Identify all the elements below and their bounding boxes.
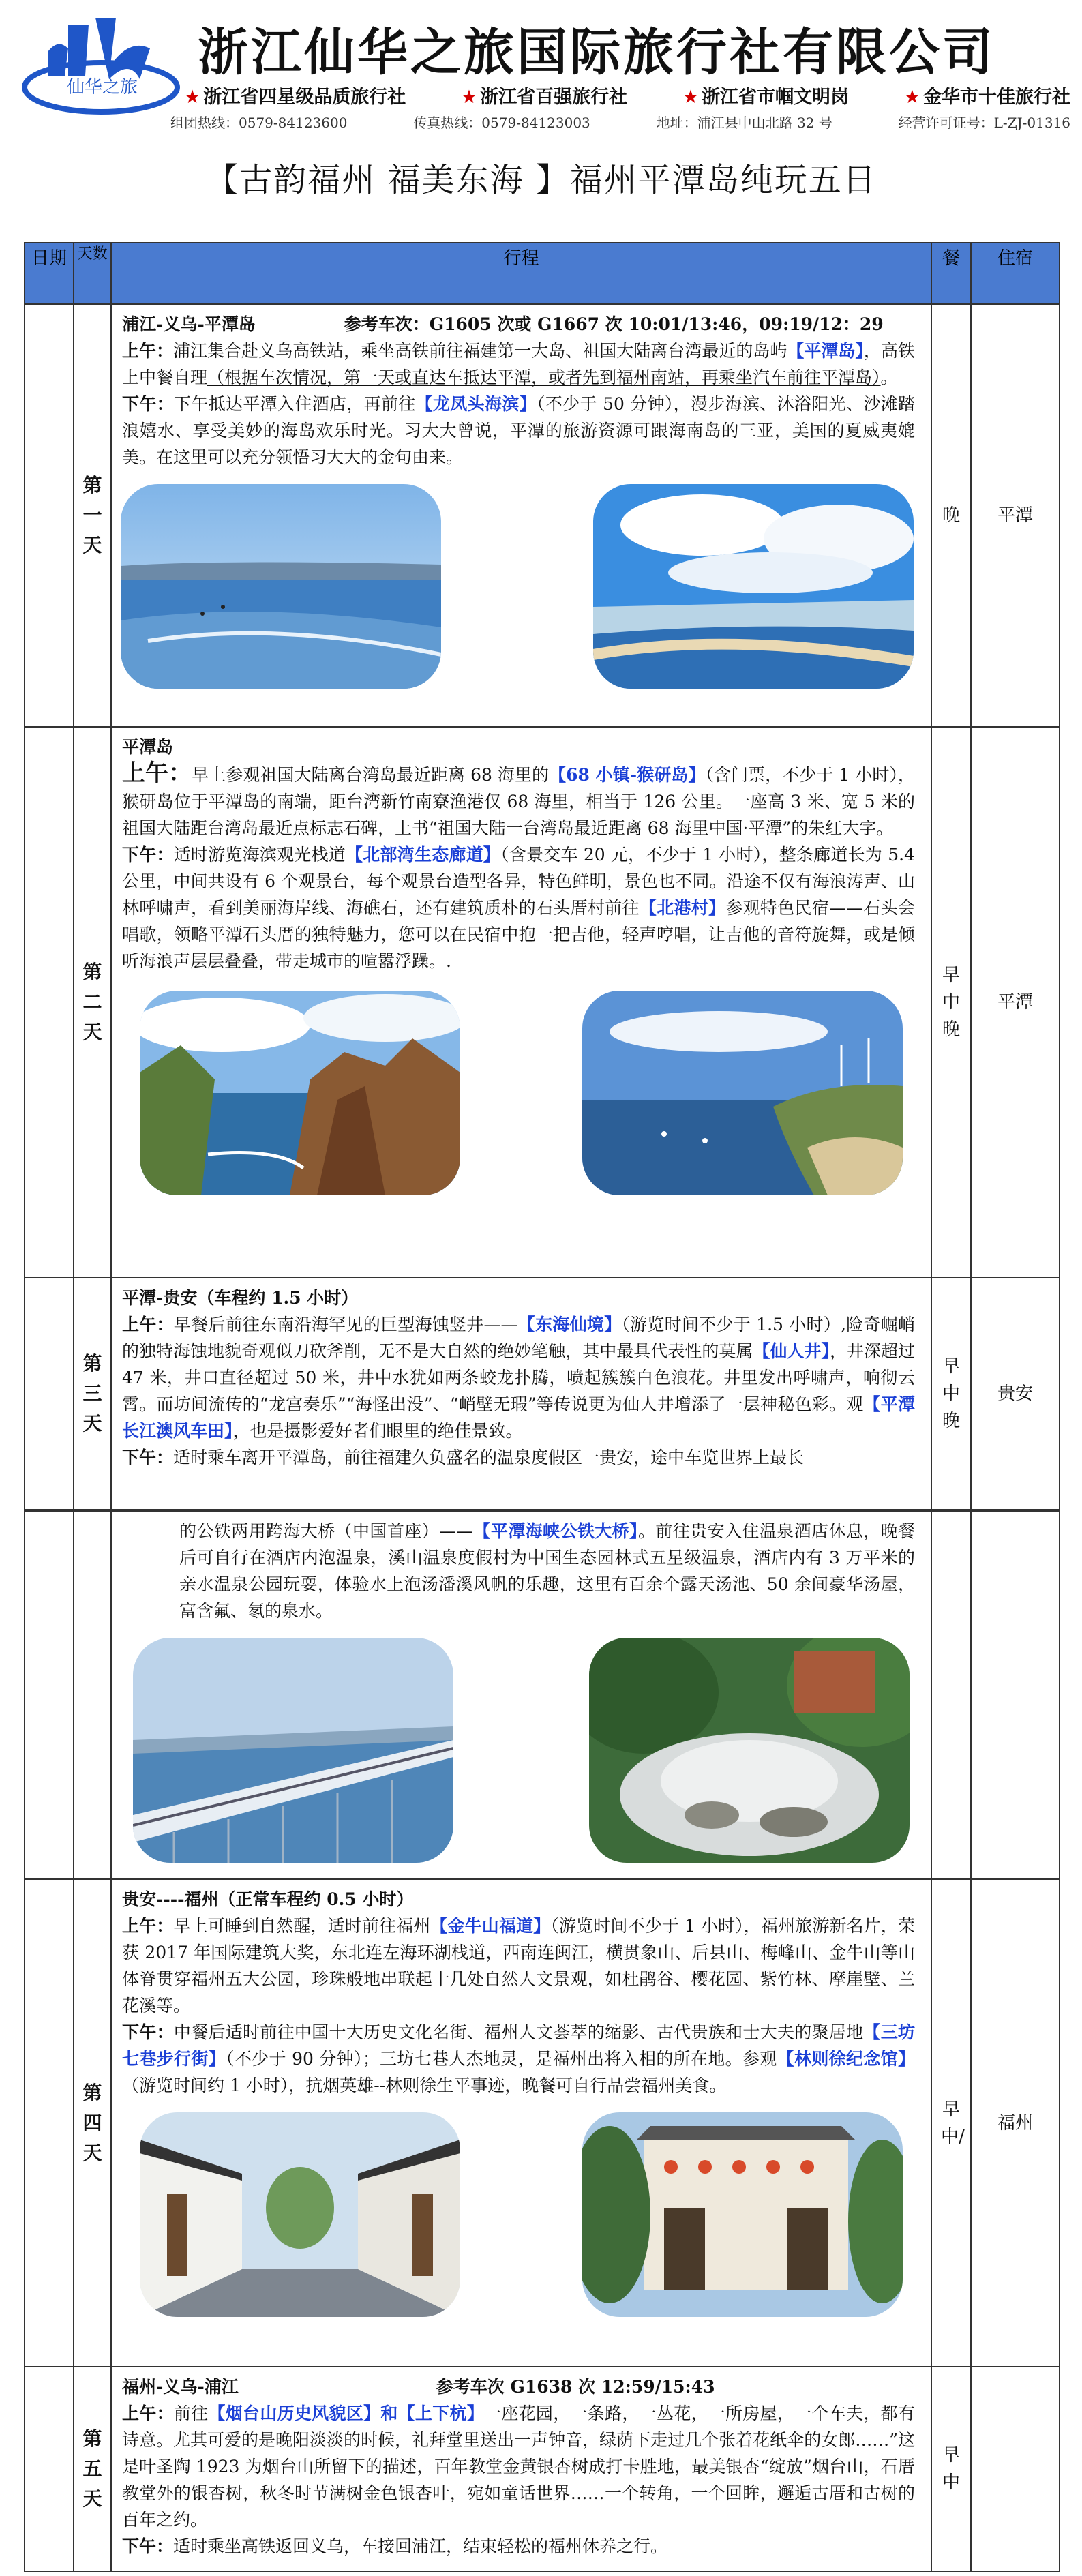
- day-row-5: [25, 2367, 1060, 2571]
- photo-row: [112, 477, 930, 700]
- day-label: 第五天: [74, 2367, 111, 2571]
- day-row-3-continued: [25, 1511, 1060, 1879]
- afternoon-text-continued: 的公铁两用跨海大桥（中国首座）——【平潭海峡公铁大桥】。前往贵安入住温泉酒店休息，晚餐后可自行在酒店内泡温泉，溪山温泉度假村为中国生态园林式五星级温泉，酒店内有 3 万平米的亲水温泉公园玩耍，体验水上泡汤潘溪风帆的乐趣，这里有百余个露天汤池、50 余间豪华汤屋，富含氟、氡的泉水。: [179, 1521, 915, 1621]
- page-title: 【古韵福州 福美东海 】福州平潭岛纯玩五日: [205, 161, 877, 199]
- rocks-photo: [140, 991, 460, 1195]
- old-street-photo: [140, 2112, 460, 2317]
- itinerary-cell: [111, 1879, 931, 2367]
- itinerary-cell: [111, 1511, 931, 1879]
- afternoon-text: 下午：适时游览海滨观光栈道【北部湾生态廊道】（含景交车 20 元，不少于 1 小时），整条廊道长为 5.4 公里，中间共设有 6 个观景台，每个观景台造型各异，特色鲜明，景色也不同。沿途不仅有海浪涛声、山林呼啸声，看到美丽海岸线、海礁石，还有建筑质朴的石头厝村前往【北港村】参观特色民宿——石头会唱歌，领略平潭石头厝的独特魅力，您可以在民宿中抱一把吉他，轻声哼唱，让吉他的音符旋舞，或是倾听海浪声层层叠叠，带走城市的喧嚣浮躁。.: [122, 845, 915, 971]
- contact-fax: 传真热线：0579-84123003: [413, 115, 590, 131]
- meal-cell: 早中晚: [931, 727, 971, 1278]
- honor-item: ★ 浙江省市帼文明岗: [682, 87, 850, 108]
- day-label: 第三天: [74, 1278, 111, 1510]
- day-label: 第二天: [74, 727, 111, 1278]
- afternoon-text: 下午：中餐后适时前往中国十大历史文化名街、福州人文荟萃的缩影、古代贵族和士大夫的聚居地【三坊七巷步行街】（不少于 90 分钟）；三坊七巷人杰地灵，是福州出将入相的所在地。参观【林则徐纪念馆】（游览时间约 1 小时），抗烟英雄--林则徐生平事迹，晚餐可自行品尝福州美食。: [122, 2022, 915, 2095]
- header-stay: 住宿: [971, 243, 1060, 304]
- photo-row: [112, 981, 930, 1206]
- company-name: 浙江仙华之旅国际旅行社有限公司: [198, 23, 995, 82]
- route-line: 平潭岛: [122, 737, 174, 757]
- company-logo: [20, 11, 184, 117]
- afternoon-text: 下午：适时乘坐高铁返回义乌，车接回浦江，结束轻松的福州休养之行。: [122, 2536, 668, 2556]
- route-line: 贵安----福州（正常车程约 0.5 小时）: [122, 1889, 414, 1909]
- star-icon: ★: [184, 87, 201, 108]
- afternoon-text: 下午：适时乘车离开平潭岛，前往福建久负盛名的温泉度假区一贵安，途中车览世界上最长: [122, 1448, 805, 1467]
- itinerary-cell: [111, 2367, 931, 2571]
- honors-row: [184, 82, 1070, 108]
- honor-item: ★ 浙江省百强旅行社: [460, 87, 628, 108]
- meal-cell: 早中: [931, 2367, 971, 2571]
- header-date: 日期: [25, 243, 74, 304]
- coast-photo: [593, 484, 914, 689]
- day-label: 第四天: [74, 1879, 111, 2367]
- stay-cell: [971, 2367, 1060, 2571]
- itinerary-cell: [111, 727, 931, 1278]
- page-header: [0, 0, 1082, 147]
- photo-row: [112, 2106, 930, 2328]
- day-label: 第一天: [74, 304, 111, 727]
- day-row-2: [25, 727, 1060, 1278]
- header-days: 天数: [74, 243, 111, 304]
- afternoon-text: 下午：下午抵达平潭入住酒店，再前往【龙凤头海滨】（不少于 50 分钟），漫步海滨、沐浴阳光、沙滩踏浪嬉水、享受美妙的海岛欢乐时光。习大大曾说，平潭的旅游资源可跟海南岛的三亚，美国的夏威夷媲美。在这里可以充分领悟习大大的金句由来。: [122, 394, 915, 467]
- itinerary-table: [24, 242, 1060, 1510]
- day-row-3: [25, 1278, 1060, 1510]
- meal-cell: 早中晚: [931, 1278, 971, 1510]
- table-header-row: [25, 243, 1060, 304]
- morning-text: 上午：早餐后前往东南沿海罕见的巨型海蚀竖井——【东海仙境】（游览时间不少于 1.5 小时）,险奇崛峭的独特海蚀地貌奇观似刀砍斧削，无不是大自然的绝妙笔触，其中最具代表性的莫属【仙人井】，井深超过 47 米，井口直径超过 50 米，井中水犹如两条蛟龙扑腾，喷起簇簇白色浪花。井里发出呼啸声，响彻云霄。而坊间流传的“龙宫奏乐”“海怪出没”、“峭壁无瑕”等传说更为仙人井增添了一层神秘色彩。观【平潭长江澳风车田】，也是摄影爱好者们眼里的绝佳景致。: [122, 1315, 915, 1441]
- meal-cell: 晚: [931, 304, 971, 727]
- morning-text: 上午：前往【烟台山历史风貌区】和【上下杭】一座花园，一条路，一丛花，一所房屋，一个车夫，都有诗意。尤其可爱的是晚阳淡淡的时候，礼拜堂里送出一声钟音，绿荫下走过几个张着花纸伞的女郎……”这是叶圣陶 1923 为烟台山所留下的描述，百年教堂金黄银杏树成打卡胜地，最美银杏“绽放”烟台山，石厝教堂外的银杏树，秋冬时节满树金色银杏叶，宛如童话世界……一个转角，一个回眸，邂逅古厝和古树的百年之约。: [122, 2403, 915, 2530]
- header-itinerary: 行程: [111, 243, 931, 304]
- star-icon: ★: [682, 87, 700, 108]
- star-icon: ★: [460, 87, 478, 108]
- header-meal: 餐: [931, 243, 971, 304]
- bridge-photo: [133, 1638, 453, 1863]
- harbor-photo: [582, 991, 903, 1195]
- stay-cell: 贵安: [971, 1278, 1060, 1510]
- day-row-4: [25, 1879, 1060, 2367]
- contact-row: [170, 112, 1070, 132]
- beach-photo: [121, 484, 441, 689]
- contact-address: 地址：浦江县中山北路 32 号: [656, 115, 832, 131]
- morning-text: 上午：早上可睡到自然醒，适时前往福州【金牛山福道】（游览时间不少于 1 小时），福州旅游新名片，荣获 2017 年国际建筑大奖，东北连左海环湖栈道，西南连闽江，横贯象山、后县山、梅峰山、金牛山等山体脊贯穿福州五大公园，珍珠般地串联起十几处自然人文景观，如杜鹃谷、樱花园、紫竹林、摩崖壁、兰花溪等。: [122, 1916, 915, 2016]
- honor-item: ★ 金华市十佳旅行社: [903, 87, 1070, 108]
- route-line: 福州-义乌-浦江 参考车次 G1638 次 12:59/15:43: [122, 2377, 715, 2397]
- route-line: 平潭-贵安（车程约 1.5 小时）: [122, 1288, 359, 1308]
- contact-phone: 组团热线：0579-84123600: [170, 115, 348, 131]
- honor-item: ★ 浙江省四星级品质旅行社: [184, 87, 406, 108]
- logo-text: 仙华之旅: [66, 77, 138, 98]
- photo-row: [112, 1631, 930, 1874]
- stay-cell: 平潭: [971, 304, 1060, 727]
- license-number: 经营许可证号：L-ZJ-01316: [898, 115, 1070, 131]
- route-line: 浦江-义乌-平潭岛 参考车次：G1605 次或 G1667 次 10:01/13:46，09:19/12：29: [122, 314, 884, 334]
- stay-cell: 福州: [971, 1879, 1060, 2367]
- star-icon: ★: [903, 87, 920, 108]
- stay-cell: 平潭: [971, 727, 1060, 1278]
- itinerary-cell: [111, 304, 931, 727]
- morning-text: 上午：浦江集合赴义乌高铁站，乘坐高铁前往福建第一大岛、祖国大陆离台湾最近的岛屿【平潭岛】，高铁上中餐自理（根据车次情况，第一天或直达车抵达平潭，或者先到福州南站，再乘坐汽车前往平潭岛）。: [122, 341, 915, 387]
- itinerary-cell: [111, 1278, 931, 1510]
- hot-spring-photo: [589, 1638, 910, 1863]
- itinerary-table-continued: [24, 1510, 1060, 2572]
- morning-text: 上午：早上参观祖国大陆离台湾岛最近距离 68 海里的【68 小镇-猴研岛】（含门票，不少于 1 小时），猴研岛位于平潭岛的南端，距台湾新竹南寮渔港仅 68 海里，相当于 126 公里。一座高 3 米、宽 5 米的祖国大陆距台湾岛最近点标志石碑，上书“祖国大陆一台湾岛最近距离 68 海里中国·平潭”的朱红大字。: [122, 760, 916, 838]
- memorial-hall-photo: [582, 2112, 903, 2317]
- day-row-1: [25, 304, 1060, 727]
- meal-cell: 早中/: [931, 1879, 971, 2367]
